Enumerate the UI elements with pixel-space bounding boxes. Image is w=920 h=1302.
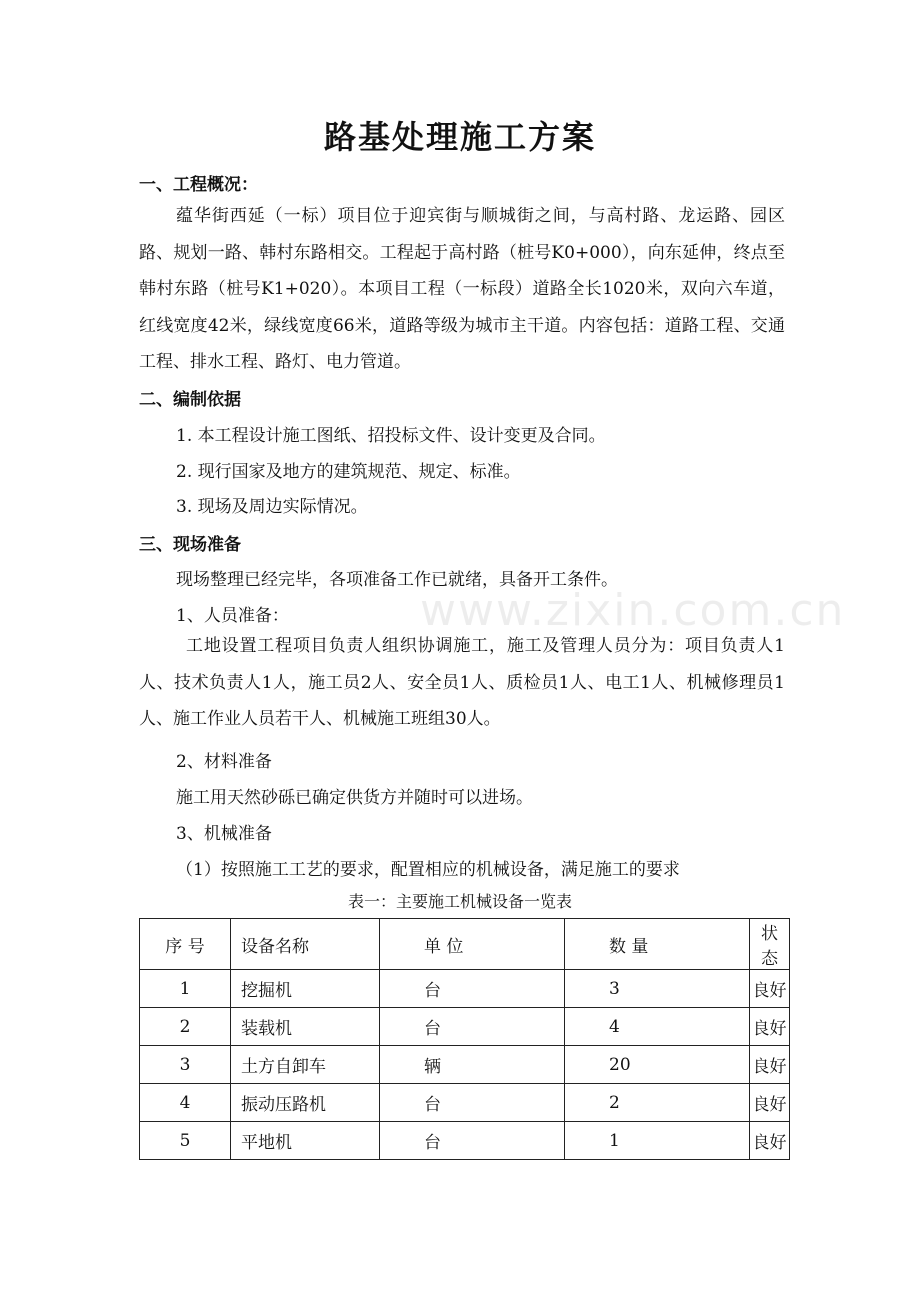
- header-name: 设备名称: [231, 919, 380, 970]
- section-2-heading: 二、编制依据: [139, 390, 241, 410]
- cell-state: 良好: [750, 1008, 790, 1046]
- cell-unit: 辆: [380, 1046, 565, 1084]
- table-row: [140, 1008, 790, 1046]
- table-row: [140, 1046, 790, 1084]
- cell-qty: 1: [565, 1122, 750, 1160]
- cell-name: 装载机: [231, 1008, 380, 1046]
- cell-state: 良好: [750, 1084, 790, 1122]
- machinery-heading: 3、机械准备: [176, 824, 272, 844]
- document-title: 路基处理施工方案: [323, 118, 596, 156]
- machinery-text: （1）按照施工工艺的要求，配置相应的机械设备，满足施工的要求: [176, 860, 680, 880]
- cell-qty: 4: [565, 1008, 750, 1046]
- watermark: www.zixin.com.cn: [420, 585, 846, 636]
- header-no: 序 号: [140, 919, 231, 970]
- cell-state: 良好: [750, 970, 790, 1008]
- cell-name: 平地机: [231, 1122, 380, 1160]
- cell-state: 良好: [750, 1122, 790, 1160]
- table-row: [140, 1084, 790, 1122]
- header-unit: 单 位: [380, 919, 565, 970]
- cell-name: 挖掘机: [231, 970, 380, 1008]
- section-3-heading: 三、现场准备: [139, 535, 241, 555]
- cell-state: 良好: [750, 1046, 790, 1084]
- header-state: 状 态: [750, 919, 790, 970]
- cell-unit: 台: [380, 970, 565, 1008]
- site-prep-intro: 现场整理已经完毕，各项准备工作已就绪，具备开工条件。: [176, 570, 618, 590]
- equipment-table: [139, 918, 790, 1160]
- table-row: [140, 1122, 790, 1160]
- table-row: [140, 970, 790, 1008]
- cell-no: 1: [140, 970, 231, 1008]
- table-caption: 表一：主要施工机械设备一览表: [347, 892, 572, 911]
- basis-item-3: 3. 现场及周边实际情况。: [176, 497, 368, 517]
- cell-no: 5: [140, 1122, 231, 1160]
- project-overview-paragraph: 蕴华街西延（一标）项目位于迎宾街与顺城街之间，与高村路、龙运路、园区路、规划一路、韩村东路相交。工程起于高村路（桩号K0+000），向东延伸，终点至韩村东路（桩号K1+020）。本项目工程（一标段）道路全长1020米，双向六车道，红线宽度42米，绿线宽度66米，道路等级为城市主干道。内容包括：道路工程、交通工程、排水工程、路灯、电力管道。: [139, 206, 785, 372]
- cell-no: 2: [140, 1008, 231, 1046]
- cell-name: 振动压路机: [231, 1084, 380, 1122]
- cell-no: 3: [140, 1046, 231, 1084]
- cell-name: 土方自卸车: [231, 1046, 380, 1084]
- cell-unit: 台: [380, 1122, 565, 1160]
- materials-text: 施工用天然砂砾已确定供货方并随时可以进场。: [176, 788, 533, 808]
- cell-qty: 20: [565, 1046, 750, 1084]
- basis-item-2: 2. 现行国家及地方的建筑规范、规定、标准。: [176, 462, 521, 482]
- cell-qty: 2: [565, 1084, 750, 1122]
- section-1-heading: 一、工程概况：: [139, 175, 258, 195]
- basis-item-1: 1. 本工程设计施工图纸、招投标文件、设计变更及合同。: [176, 426, 606, 446]
- header-qty: 数 量: [565, 919, 750, 970]
- materials-heading: 2、材料准备: [176, 752, 272, 772]
- cell-no: 4: [140, 1084, 231, 1122]
- table-header-row: [140, 919, 790, 970]
- personnel-paragraph: 工地设置工程项目负责人组织协调施工，施工及管理人员分为：项目负责人1人、技术负责人1人，施工员2人、安全员1人、质检员1人、电工1人、机械修理员1人、施工作业人员若干人、机械施工班组30人。: [139, 636, 785, 729]
- personnel-heading: 1、人员准备：: [176, 606, 289, 626]
- cell-unit: 台: [380, 1084, 565, 1122]
- cell-qty: 3: [565, 970, 750, 1008]
- cell-unit: 台: [380, 1008, 565, 1046]
